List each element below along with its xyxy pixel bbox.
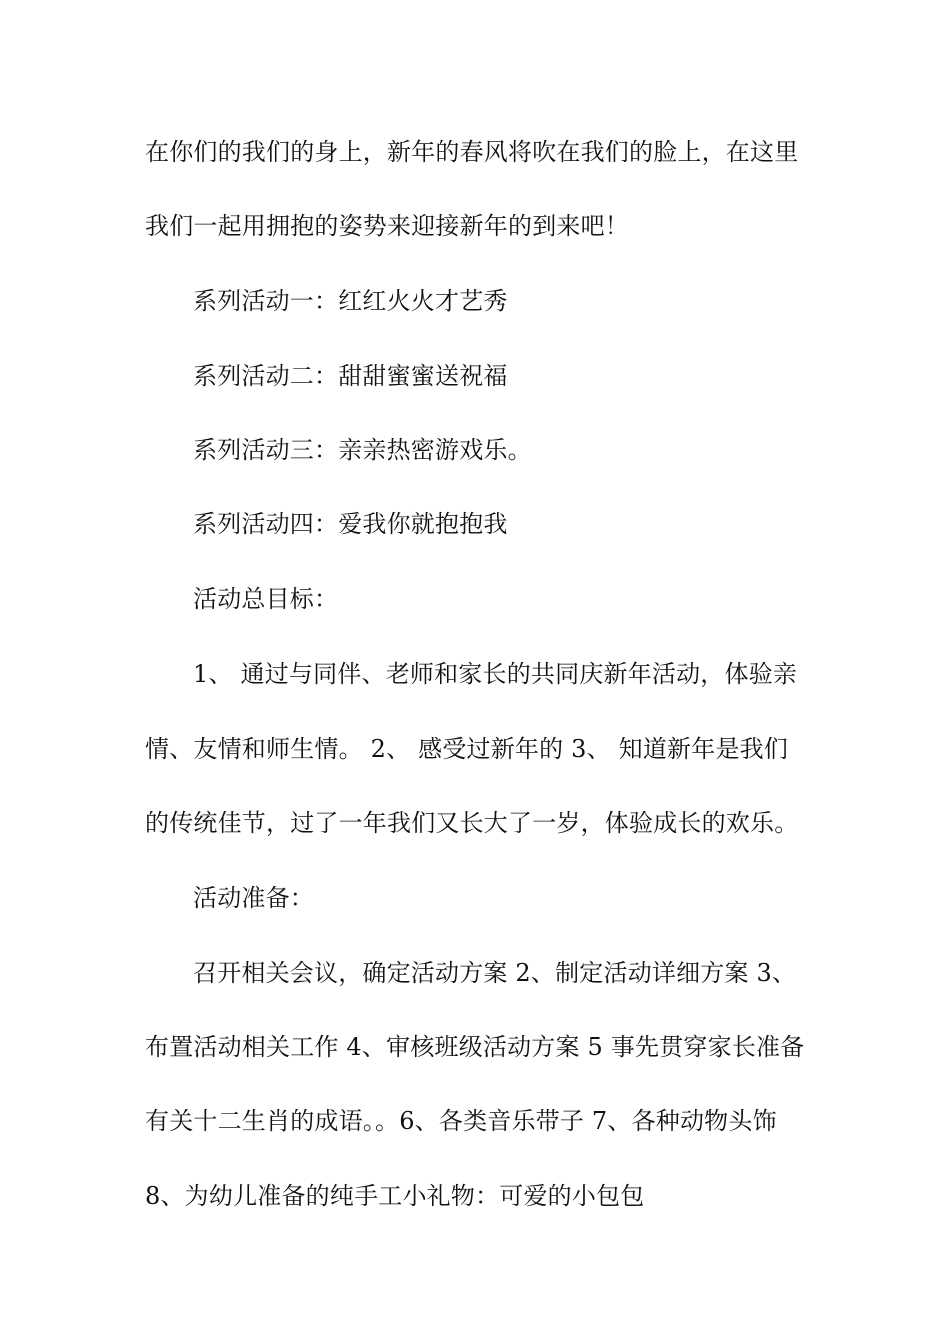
paragraph-line: 有关十二生肖的成语。。6、各类音乐带子 7、各种动物头饰 [145,1107,777,1135]
activity-item-4: 系列活动四：爱我你就抱抱我 [193,510,508,538]
section-heading-preparation: 活动准备： [193,884,314,912]
paragraph-line: 在你们的我们的身上，新年的春风将吹在我们的脸上，在这里 [145,138,799,166]
paragraph-line: 8、为幼儿准备的纯手工小礼物：可爱的小包包 [145,1182,645,1210]
paragraph-line: 召开相关会议，确定活动方案 2、制定活动详细方案 3、 [193,959,797,987]
paragraph-line: 的传统佳节，过了一年我们又长大了一岁，体验成长的欢乐。 [145,809,799,837]
activity-item-1: 系列活动一：红红火火才艺秀 [193,287,508,315]
paragraph-line: 1、 通过与同伴、老师和家长的共同庆新年活动，体验亲 [193,660,798,688]
section-heading-goals: 活动总目标： [193,585,339,613]
paragraph-line: 我们一起用拥抱的姿势来迎接新年的到来吧！ [145,212,629,240]
paragraph-line: 情、友情和师生情。 2、 感受过新年的 3、 知道新年是我们 [145,735,789,763]
paragraph-line: 布置活动相关工作 4、审核班级活动方案 5 事先贯穿家长准备 [145,1033,805,1061]
activity-item-2: 系列活动二：甜甜蜜蜜送祝福 [193,362,508,390]
activity-item-3: 系列活动三：亲亲热密游戏乐。 [193,436,532,464]
